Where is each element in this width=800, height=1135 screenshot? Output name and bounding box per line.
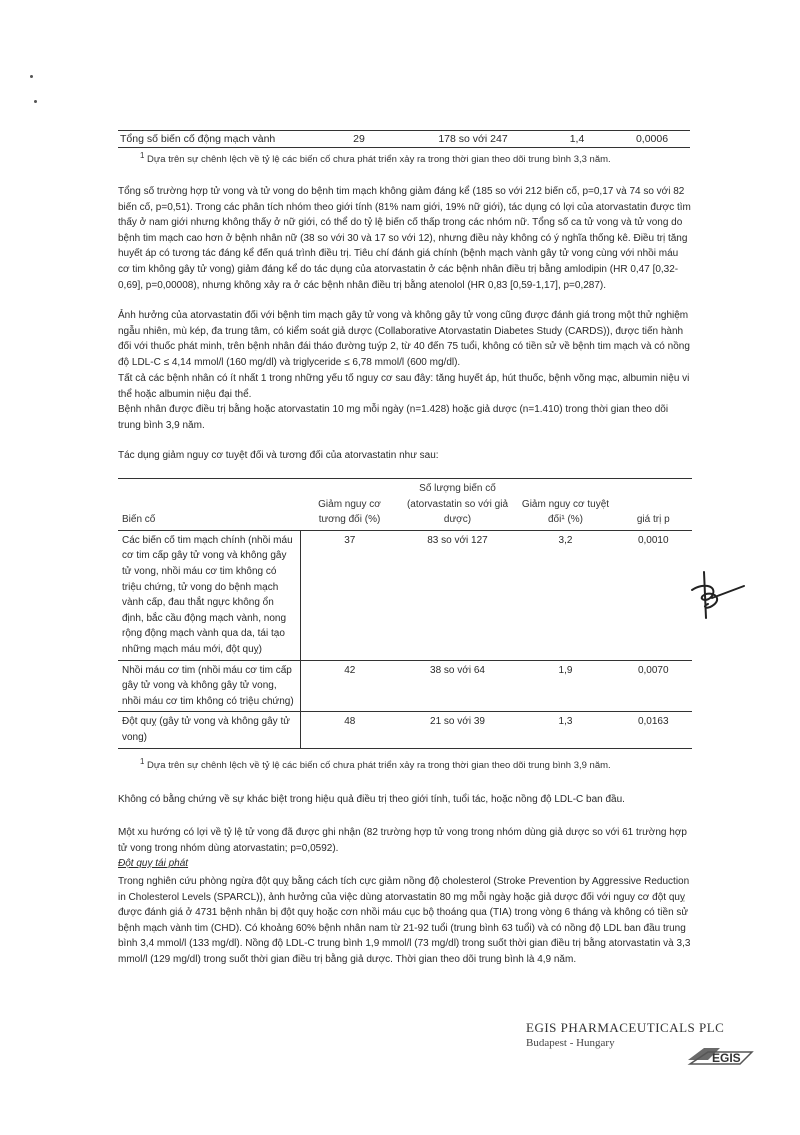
company-name: EGIS PHARMACEUTICALS PLC [526,1020,725,1035]
table-cell: 38 so với 64 [399,660,517,712]
table-cell: 83 so với 127 [399,530,517,660]
table-cell: 1,9 [517,660,615,712]
risk-reduction-table [118,478,692,749]
signature-mark [682,568,762,628]
footnote-text: Dựa trên sự chênh lệch về tỷ lệ các biến cố chưa phát triển xảy ra trong thời gian theo dõi trung bình 3,3 năm. [147,154,611,166]
table-cell: 42 [301,660,399,712]
column-header: Số lượng biến cố (atorvastatin so với giả dược) [406,483,509,526]
table-cell: 0,0006 [614,131,690,148]
egis-logo-icon [684,1040,756,1074]
paragraph: Tác dụng giảm nguy cơ tuyệt đối và tương đối của atorvastatin như sau: [118,450,439,461]
table-cell: Nhồi máu cơ tim (nhồi máu cơ tim cấp gây tử vong và không gây tử vong, nhồi máu cơ tim không có triệu chứng) [118,660,301,712]
table-cell: 48 [301,712,399,748]
logo-text: EGIS [712,1051,741,1065]
table-row [118,530,692,660]
table-cell: 0,0010 [615,530,693,660]
table-row [118,660,692,712]
scan-dot [30,75,33,78]
column-header: Giảm nguy cơ tuyệt đối¹ (%) [521,498,610,526]
company-stamp [526,1020,766,1080]
table-cell: Tổng số biến cố động mạch vành [118,131,312,148]
section-heading: Đột quỵ tái phát [118,858,189,869]
footnote-marker: 1 [140,757,145,766]
paragraph: Trong nghiên cứu phòng ngừa đột quỵ bằng cách tích cực giảm nồng độ cholesterol (Stroke Prevention by Aggressive Reduction in Cholesterol Levels (SPARCL)), ảnh hưởng của việc dùng atorvastatin 80 mg mỗi ngày hoặc giả dược đối với nguy cơ đột quỵ được đánh giá ở 4731 bệnh nhân bị đột quỵ hoặc cơn nhồi máu cục bộ thoáng qua (TIA) trong vòng 6 tháng và không có tiền sử bệnh mạch vành tim (CHD). Có khoảng 60% bệnh nhân nam từ 21-92 tuổi (trung bình 63 tuổi) và có nồng độ LDL ban đầu trung bình 3,4 mmol/l (133 mg/dl). Nồng độ LDL-C trung bình 1,9 mmol/l (73 mg/dl) trong suốt thời gian điều trị bằng atorvastatin và 3,3 mmol/l (129 mg/dl) trong suốt thời gian điều trị bằng giả dược. Thời gian theo dõi trung bình là 4,9 năm. [118,876,691,965]
table-cell: 29 [312,131,406,148]
table-cell: 21 so với 39 [399,712,517,748]
table-cell: 1,3 [517,712,615,748]
table-cell: 37 [301,530,399,660]
column-header: Giảm nguy cơ tương đối (%) [318,498,381,526]
table-cell: 178 so với 247 [406,131,540,148]
table-row [118,712,692,748]
table-cell: 1,4 [540,131,614,148]
paragraph: Không có bằng chứng về sự khác biệt trong hiệu quả điều trị theo giới tính, tuổi tác, hoặc nồng độ LDL-C ban đầu. [118,794,625,805]
paragraph: Tất cả các bệnh nhân có ít nhất 1 trong những yếu tố nguy cơ sau đây: tăng huyết áp, hút thuốc, bệnh võng mạc, albumin niệu vi thể hoặc albumin niệu đại thể. [118,373,690,400]
footnote [140,151,611,165]
table-row [118,131,690,148]
scan-dot [34,100,37,103]
column-header: giá trị p [636,514,670,526]
column-header: Biến cố [122,514,156,526]
table-cell: Đột quỵ (gây tử vong và không gây tử vong) [118,712,301,748]
table-header-row [118,479,692,531]
paragraph: Một xu hướng có lợi về tỷ lệ tử vong đã được ghi nhận (82 trường hợp tử vong trong nhóm dùng giả dược so với 61 trường hợp tử vong trong nhóm dùng atorvastatin; p=0,0592). [118,827,687,854]
company-location: Budapest - Hungary [526,1037,615,1049]
table-cell: 3,2 [517,530,615,660]
footnote-text: Dựa trên sự chênh lệch về tỷ lệ các biến cố chưa phát triển xảy ra trong thời gian theo dõi trung bình 3,9 năm. [147,760,611,772]
summary-table [118,130,690,148]
paragraph: Tổng số trường hợp tử vong và tử vong do bệnh tim mạch không giảm đáng kể (185 so với 212 biến cố, p=0,17 và 74 so với 82 biến cố, p=0,51). Trong các phân tích nhóm theo giới tính (81% nam giới, 19% nữ giới), tác dụng có lợi của atorvastatin được tìm thấy ở nam giới nhưng không thấy ở nữ giới, có thể do tỷ lệ biến cố thấp trong các nhóm nữ. Tổng số ca tử vong và tử vong do bệnh tim mạch cao hơn ở bệnh nhân nữ (38 so với 30 và 17 so với 12), nhưng điều này không có ý nghĩa thống kê. Điều trị tăng huyết áp có tương tác đáng kể đến quá trình điều trị. Tiêu chí đánh giá chính (bệnh mạch vành gây tử vong cùng với nhồi máu cơ tim không gây tử vong) giảm đáng kể do tác dụng của atorvastatin ở các bệnh nhân điều trị bằng amlodipin (HR 0,47 [0,32-0,69], p=0,00008), nhưng không xảy ra ở các bệnh nhân điều trị bằng atenolol (HR 0,83 [0,59-1,17], p=0,287). [118,186,691,291]
footnote-marker: 1 [140,151,145,160]
table-cell: Các biến cố tim mạch chính (nhồi máu cơ tim cấp gây tử vong và không gây tử vong, nhồi máu cơ tim không có triệu chứng, tử vong do bệnh mạch vành cấp, đau thắt ngực không ổn định, bắc cầu động mạch vành, nong rộng động mạch vành qua da, tái tạo những mạch máu mới, đột quỵ) [118,530,301,660]
table-cell: 0,0163 [615,712,693,748]
paragraph: Ảnh hưởng của atorvastatin đối với bệnh tim mạch gây tử vong và không gây tử vong cũng được đánh giá trong một thử nghiệm ngẫu nhiên, mù kép, đa trung tâm, có kiểm soát giả dược (Collaborative Atorvastatin Diabetes Study (CARDS)), được tiến hành đối với thuốc phát minh, trên bệnh nhân đái tháo đường tuýp 2, từ 40 đến 75 tuổi, không có tiền sử về bệnh tim mạch và có nồng độ LDL-C ≤ 4,14 mmol/l (160 mg/dl) và triglyceride ≤ 6,78 mmol/l (600 mg/dl). [118,310,690,368]
table-cell: 0,0070 [615,660,693,712]
paragraph: Bệnh nhân được điều trị bằng hoặc atorvastatin 10 mg mỗi ngày (n=1.428) hoặc giả dược (n=1.410) trong thời gian theo dõi trung bình 3,9 năm. [118,404,669,431]
footnote [140,757,611,771]
